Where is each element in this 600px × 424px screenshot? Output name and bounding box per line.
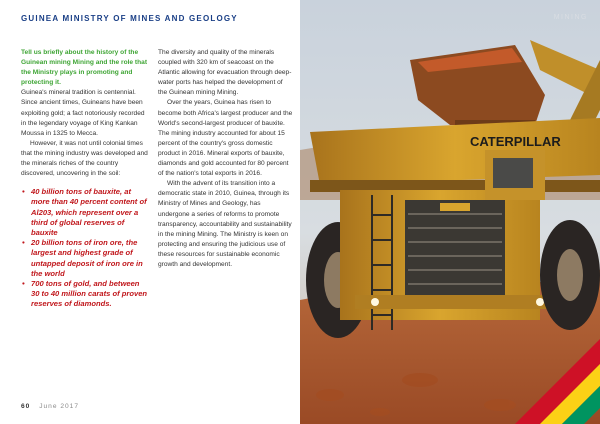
paragraph: However, it was not until colonial times that the mining industry was developed and the minerals riches of the country discovered, uncovering in the soil: — [21, 139, 148, 178]
publication-header: GUINEA MINISTRY OF MINES AND GEOLOGY — [21, 14, 238, 23]
page-footer — [21, 403, 79, 410]
headlight-right — [536, 298, 544, 306]
paragraph: Over the years, Guinea has risen to become both Africa's largest producer and the World's second-largest producer of bauxite. The mining industry accounted for about 15 percent of the country's gross domestic product in 2016. Mineral exports of bauxite, diamonds and gold accounted for 80 percent of the nation's total exports in 2016. — [158, 99, 293, 178]
front-bumper — [355, 295, 555, 309]
cab-window — [493, 158, 533, 188]
mining-truck-photo — [300, 0, 600, 424]
paragraph: With the advent of its transition into a democratic state in 2010, Guinea, through its Ministry of Mines and Geology, has undergone a series of reforms to promote transparency, accountability and sustainability in the mining Mining. The Ministry is keen on protecting and ensuring the judicious use of these resources for sustainable economic growth and development. — [158, 180, 292, 268]
section-label: MINING — [553, 14, 588, 21]
bullet-icon: • — [22, 279, 25, 289]
bullet-icon: • — [22, 238, 25, 248]
photo-page — [300, 0, 600, 424]
list-item: • 40 billion tons of bauxite, at more than 40 percent content of Al203, which represent over a third of global reserves of bauxite — [22, 187, 147, 238]
haul-truck — [306, 118, 600, 338]
interview-question: Tell us briefly about the history of the Guinean mining Mining and the role that the Ministry plays in promoting and protecting it. — [21, 49, 148, 87]
page-number: 60 — [21, 403, 31, 410]
list-item: • 700 tons of gold, and between 30 to 40 million carats of proven reserves of diamonds. — [22, 279, 148, 309]
bullet-icon: • — [22, 187, 25, 197]
list-item: • 20 billion tons of iron ore, the largest and highest grade of untapped deposit of iron ore in the world — [22, 238, 143, 278]
truck-brand: CATERPILLAR — [470, 134, 561, 149]
headlight-left — [371, 298, 379, 306]
text-column-2 — [158, 48, 293, 270]
reserves-list — [21, 187, 149, 309]
text-column-1 — [21, 48, 149, 310]
paragraph: The diversity and quality of the minerals coupled with 320 km of seacoast on the Atlantic allowing for evacuation through deep-water ports has helped the development of the Guinean mining Mining. — [158, 49, 292, 97]
paragraph: Guinea's mineral tradition is centennial. Since ancient times, Guineans have been exploiting gold; a fact notoriously recorded in the legendary voyage of King Kankan Moussa in 1325 to Mecca. — [21, 89, 145, 137]
issue-date: June 2017 — [39, 403, 79, 410]
